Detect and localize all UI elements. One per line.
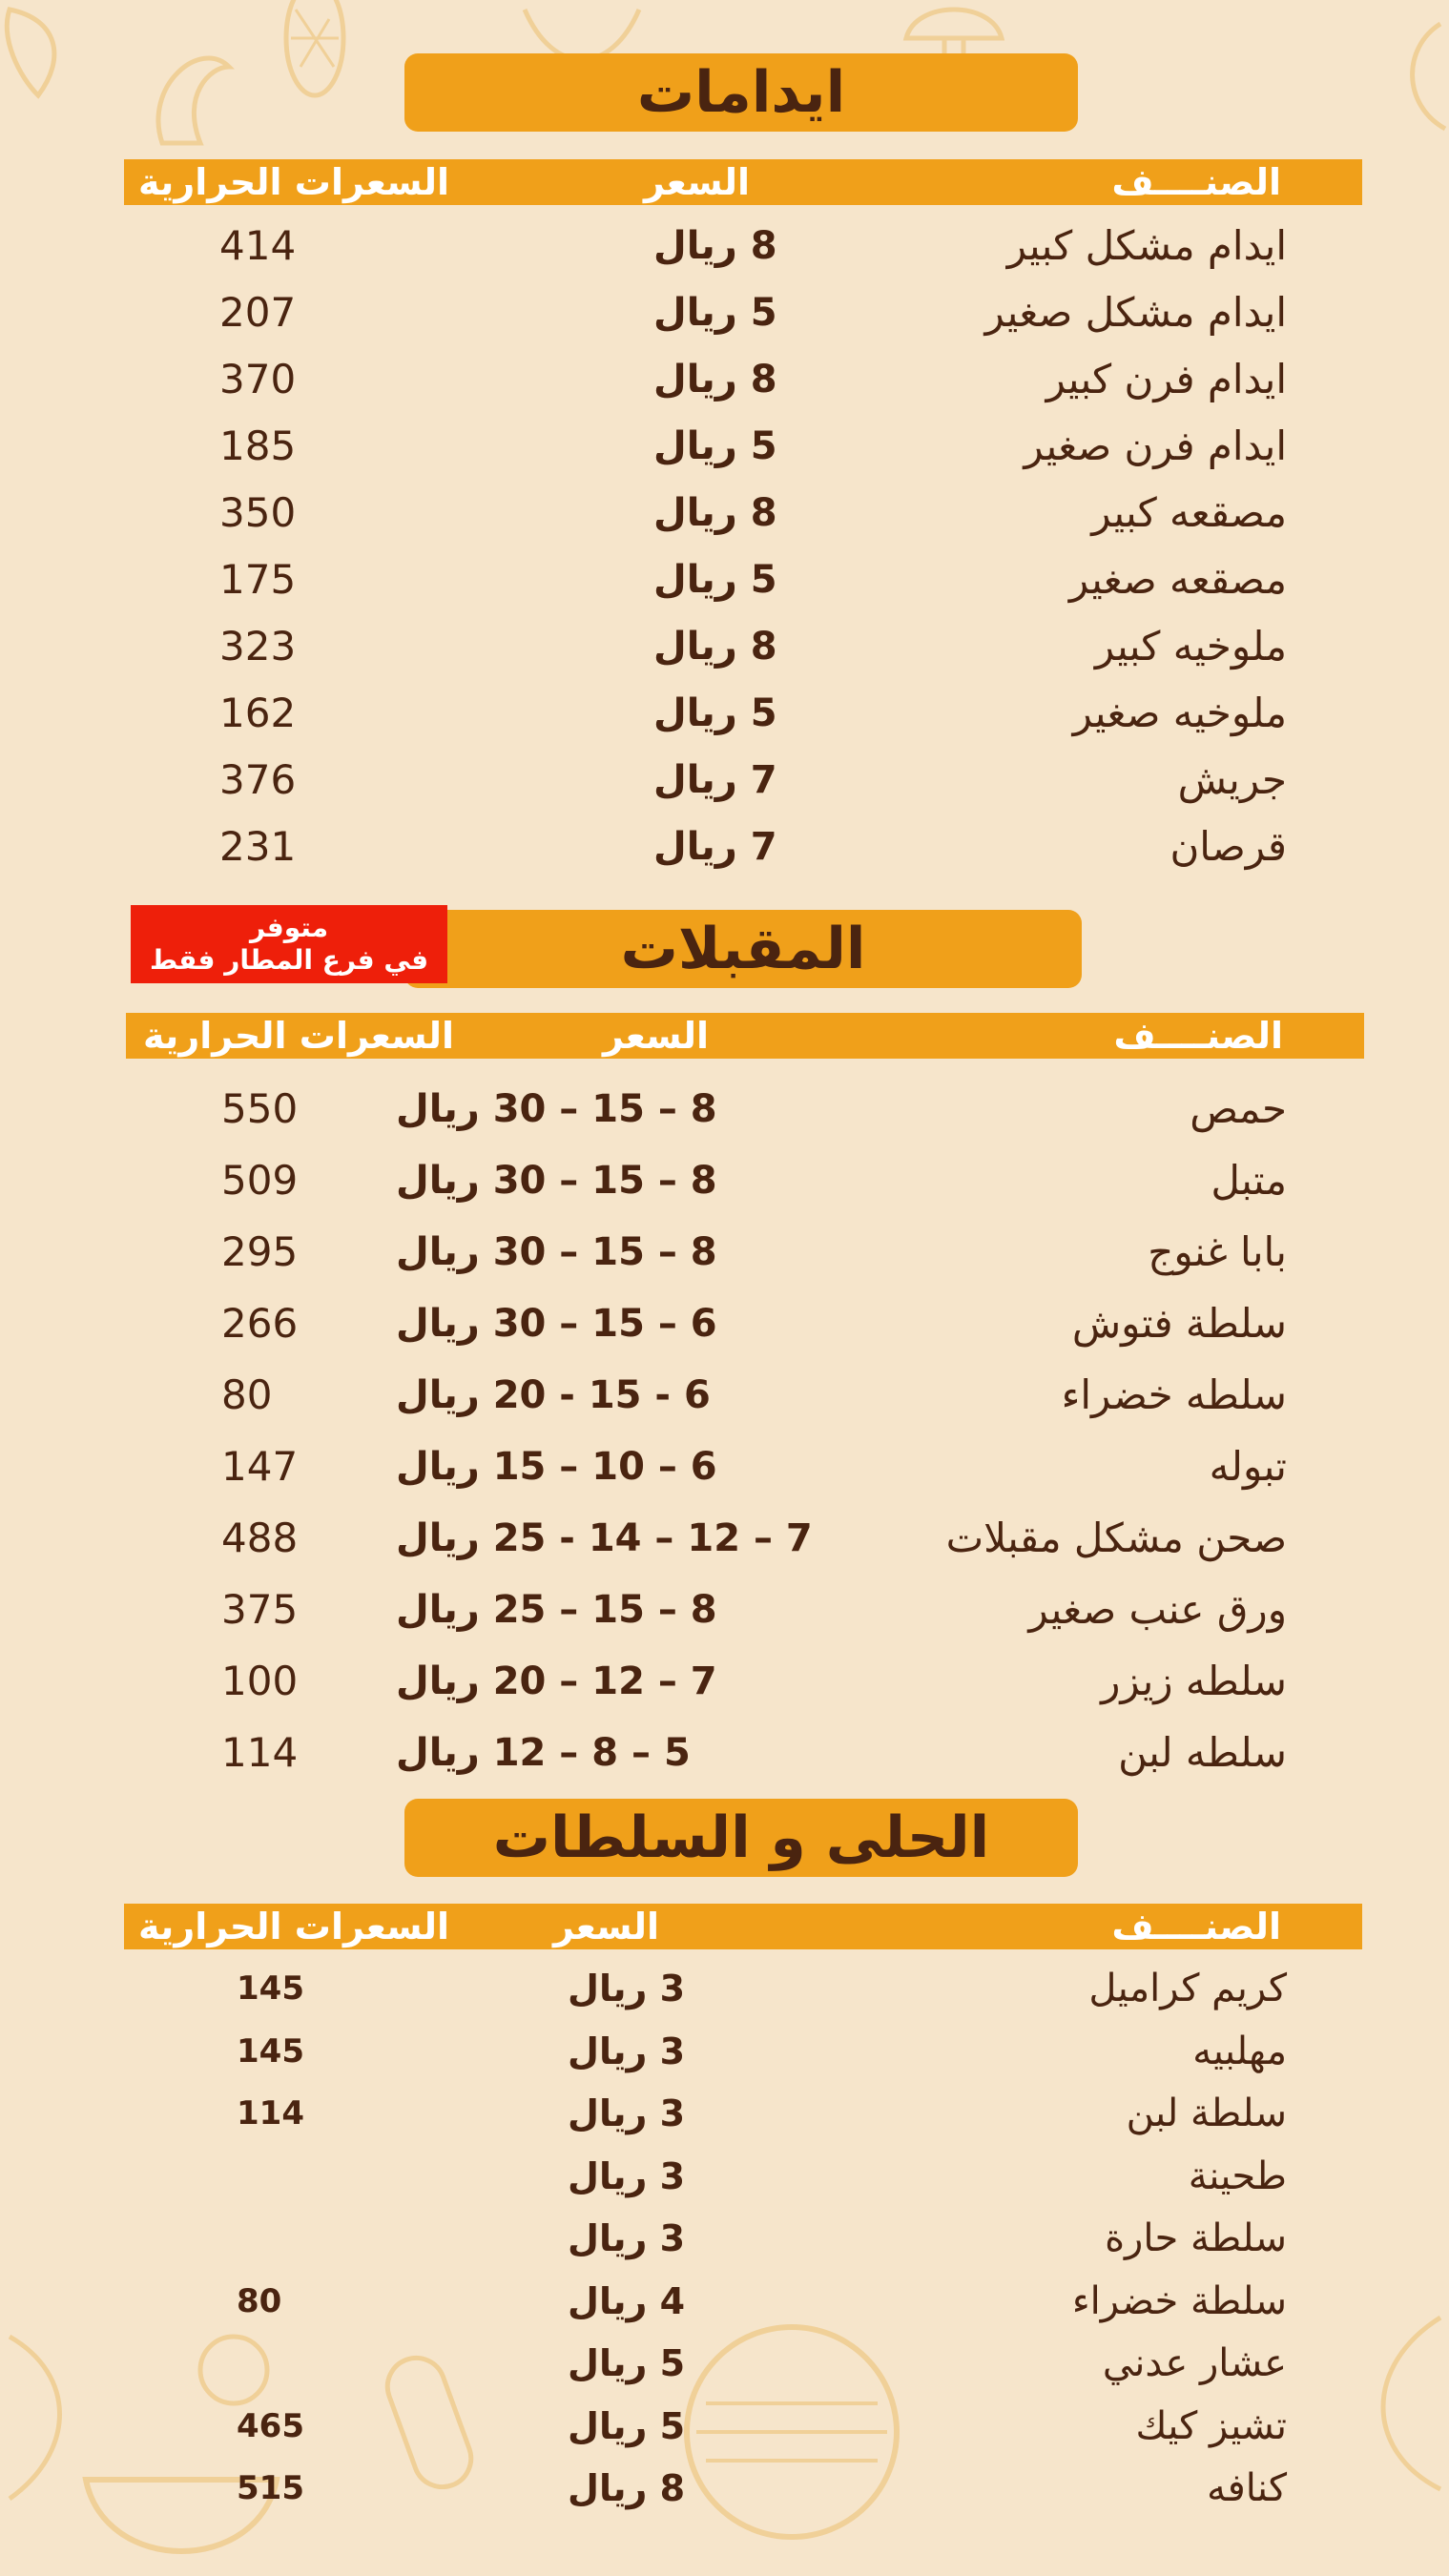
table-row <box>0 2330 1449 2397</box>
table-row <box>0 2268 1449 2335</box>
item-calories: 231 <box>219 823 297 870</box>
item-price: 7 ريال <box>653 825 777 869</box>
item-price: 5 – 8 – 12 ريال <box>396 1731 691 1775</box>
table-row <box>0 1076 1449 1143</box>
section-title-idamat <box>404 53 1078 132</box>
item-calories: 100 <box>221 1658 299 1704</box>
table-row <box>0 2205 1449 2272</box>
item-name: صحن مشكل مقبلات <box>945 1515 1287 1561</box>
table-row <box>0 1955 1449 2022</box>
item-calories: 145 <box>237 2031 304 2071</box>
table-row <box>0 2018 1449 2085</box>
item-name: سلطة لبن <box>1126 2092 1287 2135</box>
item-name: تبوله <box>1209 1443 1287 1490</box>
table-row <box>0 346 1449 413</box>
table-row <box>0 546 1449 613</box>
chicken-leg-doodle-icon <box>0 0 76 105</box>
table-row <box>0 213 1449 279</box>
item-name: مصقعه صغير <box>1068 556 1287 603</box>
table-header-idamat <box>124 159 1362 205</box>
table-header-muqabbilat <box>126 1013 1364 1059</box>
table-row <box>0 2455 1449 2522</box>
table-row <box>0 1433 1449 1500</box>
item-name: سلطة فتوش <box>1071 1300 1287 1347</box>
item-price: 8 ريال <box>568 2467 686 2509</box>
item-price: 8 – 15 – 30 ريال <box>396 1087 717 1131</box>
table-row <box>0 1362 1449 1429</box>
item-calories: 80 <box>237 2281 282 2320</box>
item-calories: 295 <box>221 1228 299 1275</box>
item-price: 6 - 15 - 20 ريال <box>396 1373 711 1417</box>
item-name: سلطه لبن <box>1118 1729 1287 1776</box>
item-name: تشيز كيك <box>1135 2403 1287 2448</box>
table-row <box>0 2143 1449 2210</box>
badge-line-2: في فرع المطار فقط <box>149 944 429 976</box>
header-price: السعر <box>644 161 751 203</box>
item-name: مصقعه كبير <box>1091 489 1287 536</box>
item-calories: 114 <box>221 1729 299 1776</box>
item-price: 7 – 12 – 20 ريال <box>396 1659 717 1703</box>
section-title-text: ايدامات <box>636 59 846 126</box>
item-calories: 145 <box>237 1969 304 2008</box>
item-calories: 515 <box>237 2469 304 2507</box>
item-name: سلطة خضراء <box>1071 2278 1287 2323</box>
item-calories: 114 <box>237 2094 304 2133</box>
corn-doodle-icon <box>258 0 372 114</box>
item-price: 7 ريال <box>653 758 777 802</box>
header-calories: السعرات الحرارية <box>138 1906 450 1947</box>
table-row <box>0 1505 1449 1572</box>
table-header-sweets <box>124 1904 1362 1949</box>
airport-branch-badge <box>131 905 447 983</box>
table-row <box>0 1648 1449 1715</box>
item-name: حمص <box>1190 1085 1287 1132</box>
item-calories: 488 <box>221 1515 299 1561</box>
table-row <box>0 279 1449 346</box>
item-price: 5 ريال <box>568 2404 686 2447</box>
header-item: الصنــــف <box>1111 1906 1281 1947</box>
item-calories: 147 <box>221 1443 299 1490</box>
item-price: 8 ريال <box>653 625 777 669</box>
item-price: 8 – 15 – 25 ريال <box>396 1588 717 1632</box>
item-calories: 414 <box>219 222 297 269</box>
badge-line-1: متوفر <box>249 912 329 943</box>
item-price: 3 ريال <box>568 1968 686 2009</box>
item-name: كنافه <box>1207 2466 1287 2510</box>
item-name: بابا غنوج <box>1148 1228 1287 1275</box>
item-calories: 207 <box>219 289 297 336</box>
item-name: طحينة <box>1188 2154 1287 2198</box>
section-title-muqabbilat <box>404 910 1082 988</box>
header-item: الصنــــف <box>1113 1015 1283 1057</box>
header-item: الصنــــف <box>1111 161 1281 203</box>
header-calories: السعرات الحرارية <box>143 1015 455 1057</box>
item-name: سلطة حارة <box>1105 2216 1287 2260</box>
item-calories: 376 <box>219 756 297 803</box>
item-price: 6 – 10 – 15 ريال <box>396 1445 717 1489</box>
table-row <box>0 1147 1449 1214</box>
item-calories: 509 <box>221 1157 299 1204</box>
item-calories: 550 <box>221 1085 299 1132</box>
item-price: 8 ريال <box>653 358 777 402</box>
item-name: ورق عنب صغير <box>1028 1586 1287 1633</box>
item-name: سلطه زيزر <box>1101 1658 1287 1704</box>
header-price: السعر <box>603 1015 710 1057</box>
item-calories: 266 <box>221 1300 299 1347</box>
item-name: ايدام فرن كبير <box>1045 356 1287 402</box>
item-calories: 185 <box>219 422 297 469</box>
table-row <box>0 413 1449 480</box>
item-price: 4 ريال <box>568 2279 686 2322</box>
item-name: ملوخيه كبير <box>1094 623 1287 670</box>
item-price: 6 – 15 – 30 ريال <box>396 1302 717 1346</box>
item-calories: 323 <box>219 623 297 670</box>
item-price: 7 – 12 – 14 - 25 ريال <box>396 1516 813 1560</box>
table-row <box>0 1577 1449 1643</box>
item-name: جريش <box>1177 756 1287 803</box>
item-calories: 465 <box>237 2406 304 2445</box>
item-name: مهلبيه <box>1192 2029 1287 2073</box>
shrimp-doodle-icon <box>143 29 248 162</box>
item-name: ايدام فرن صغير <box>1024 422 1287 469</box>
item-price: 8 – 15 – 30 ريال <box>396 1159 717 1203</box>
item-name: عشار عدني <box>1102 2341 1287 2385</box>
item-calories: 370 <box>219 356 297 402</box>
table-row <box>0 747 1449 814</box>
item-name: كريم كراميل <box>1088 1967 1287 2010</box>
table-row <box>0 1720 1449 1786</box>
item-name: متبل <box>1211 1157 1287 1204</box>
table-row <box>0 680 1449 747</box>
table-row <box>0 2393 1449 2460</box>
item-calories: 80 <box>221 1371 273 1418</box>
item-price: 3 ريال <box>568 2030 686 2072</box>
section-title-text: الحلى و السلطات <box>492 1804 990 1871</box>
item-name: ايدام مشكل كبير <box>1006 222 1287 269</box>
item-price: 5 ريال <box>653 691 777 735</box>
table-row <box>0 814 1449 880</box>
item-price: 8 ريال <box>653 224 777 268</box>
item-price: 3 ريال <box>568 2154 686 2197</box>
item-calories: 375 <box>221 1586 299 1633</box>
item-name: سلطه خضراء <box>1061 1371 1287 1418</box>
item-price: 8 – 15 – 30 ريال <box>396 1230 717 1274</box>
item-price: 5 ريال <box>568 2342 686 2384</box>
item-name: ملوخيه صغير <box>1072 690 1287 736</box>
item-name: ايدام مشكل صغير <box>984 289 1287 336</box>
table-row <box>0 1290 1449 1357</box>
table-row <box>0 613 1449 680</box>
table-row <box>0 480 1449 546</box>
item-price: 8 ريال <box>653 491 777 535</box>
item-price: 3 ريال <box>568 2217 686 2259</box>
item-price: 5 ريال <box>653 558 777 602</box>
item-price: 5 ريال <box>653 424 777 468</box>
header-calories: السعرات الحرارية <box>138 161 450 203</box>
item-calories: 350 <box>219 489 297 536</box>
section-title-sweets <box>404 1799 1078 1877</box>
pepper-doodle-icon <box>1402 19 1449 134</box>
item-calories: 162 <box>219 690 297 736</box>
item-calories: 175 <box>219 556 297 603</box>
item-price: 5 ريال <box>653 291 777 335</box>
item-price: 3 ريال <box>568 2092 686 2134</box>
section-title-text: المقبلات <box>620 916 866 982</box>
table-row <box>0 2080 1449 2147</box>
table-row <box>0 1219 1449 1286</box>
item-name: قرصان <box>1170 823 1287 870</box>
header-price: السعر <box>553 1906 660 1947</box>
